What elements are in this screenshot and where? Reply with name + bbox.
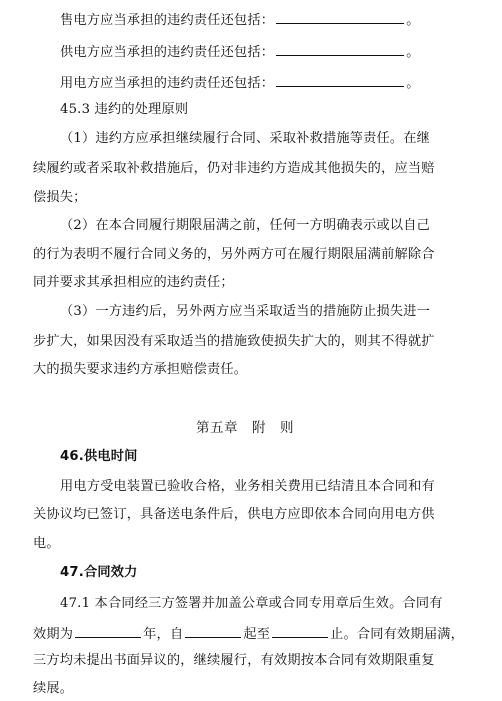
paragraph-line: 续展。 [33, 681, 74, 696]
liability-line-seller: 售电方应当承担的违约责任还包括： 。 [60, 9, 420, 30]
paragraph-line: （1）违约方应承担继续履行合同、采取补救措施等责任。在继 [60, 131, 431, 146]
paragraph-line: 续履约或者采取补救措施后，仍对非违约方造成其他损失的，应当赔 [33, 161, 435, 176]
paragraph-line: 偿损失； [33, 190, 87, 205]
paragraph-line: 的行为表明不履行合同义务的，另外两方可在履行期限届满前解除合 [33, 247, 435, 262]
end-date-blank[interactable] [272, 623, 328, 638]
paragraph-line: 用电方受电装置已验收合格，业务相关费用已结清且本合同和有 [60, 479, 435, 494]
paragraph-line: （3）一方违约后，另外两方应当采取适当的措施防止损失进一 [60, 304, 431, 319]
paragraph-line: 大的损失要求违约方承担赔偿责任。 [33, 362, 248, 377]
chapter-title: 第五章 附 则 [196, 420, 294, 436]
start-date-blank[interactable] [185, 623, 241, 638]
section-heading-46: 46.供电时间 [60, 449, 138, 464]
fill-blank[interactable] [276, 41, 404, 56]
fill-blank[interactable] [276, 72, 404, 87]
liability-line-user: 用电方应当承担的违约责任还包括： 。 [60, 72, 420, 93]
paragraph-line: 47.1 本合同经三方签署并加盖公章或合同专用章后生效。合同有 [60, 596, 443, 611]
paragraph-line: 同并要求其承担相应的违约责任； [33, 275, 234, 290]
liability-line-supplier: 供电方应当承担的违约责任还包括： 。 [60, 41, 420, 62]
paragraph-line: 步扩大，如果因没有采取适当的措施致使损失扩大的，则其不得就扩 [33, 334, 435, 349]
paragraph-line: 关协议均已签订，具备送电条件后，供电方应即依本合同向用电方供 [33, 507, 435, 522]
fill-blank[interactable] [276, 9, 404, 24]
paragraph-line: （2）在本合同履行期限届满之前，任何一方明确表示或以自己 [60, 218, 431, 233]
section-heading-45-3: 45.3 违约的处理原则 [60, 102, 189, 117]
paragraph-line: 三方均未提出书面异议的，继续履行，有效期按本合同有效期限重复 [33, 653, 435, 668]
year-blank[interactable] [75, 623, 141, 638]
paragraph-line: 电。 [33, 536, 60, 551]
validity-period-line: 效期为 年，自 起至 止。合同有效期届满， [33, 623, 464, 644]
section-heading-47: 47.合同效力 [60, 565, 138, 580]
